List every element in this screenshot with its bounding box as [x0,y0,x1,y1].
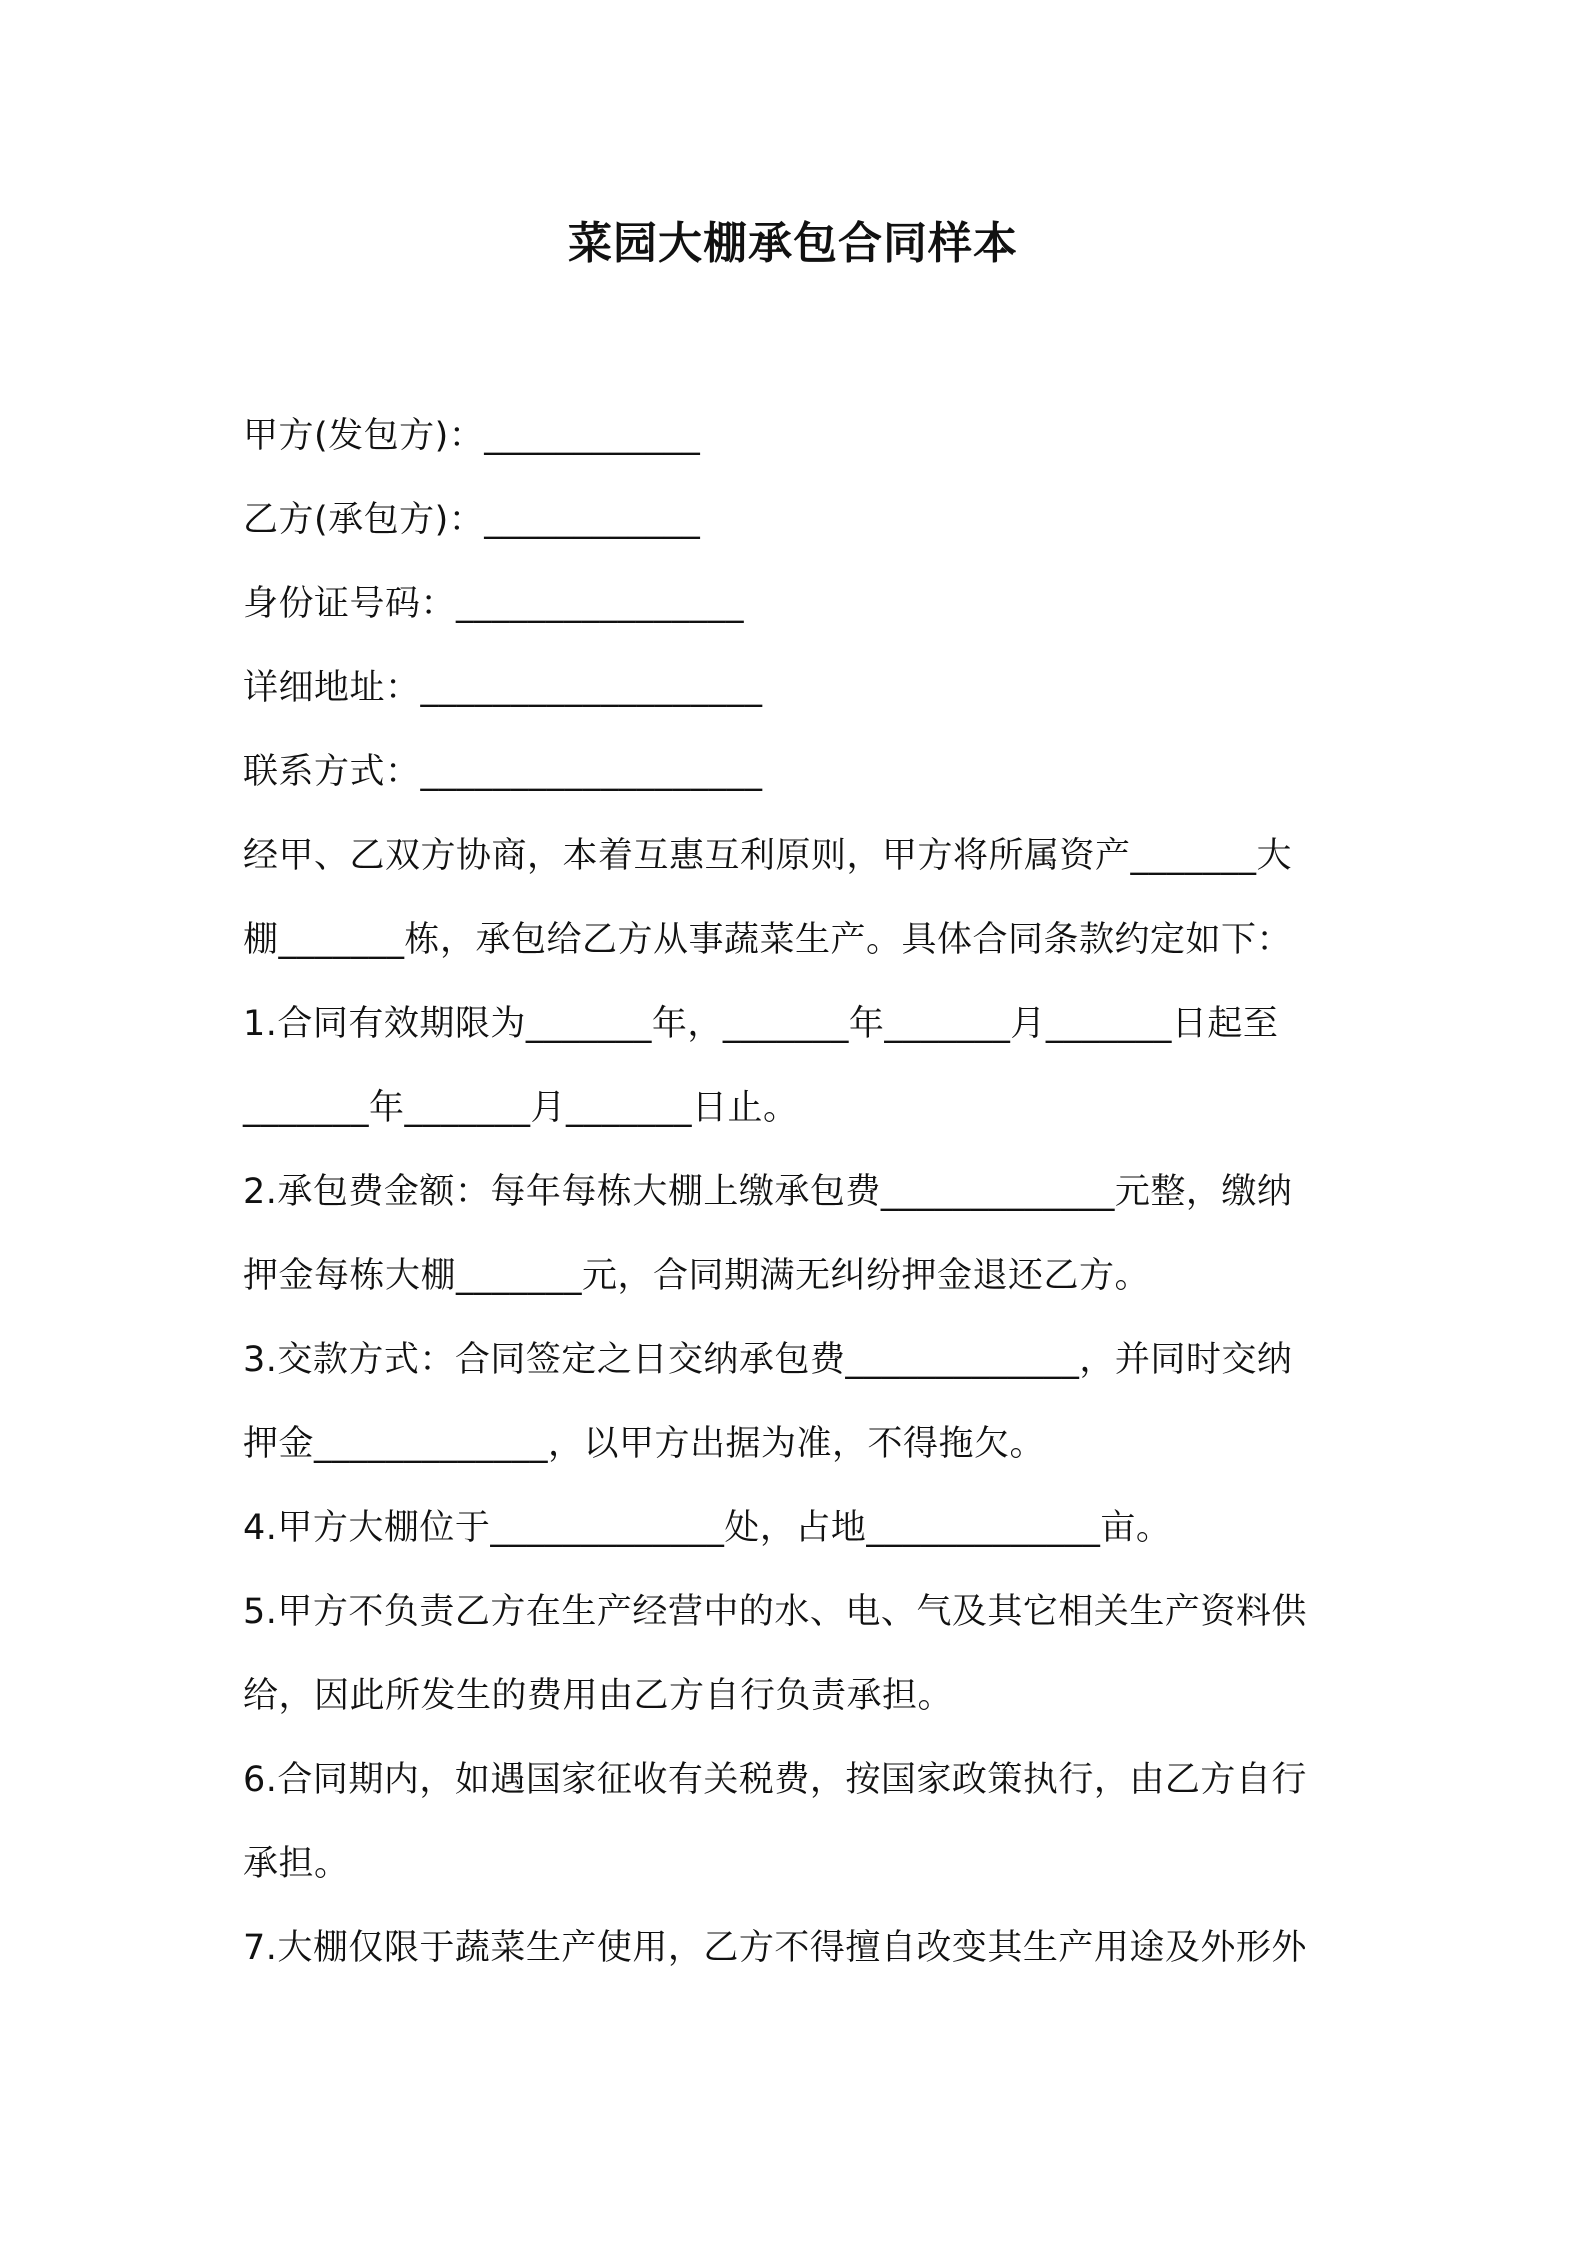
contact-line: 联系方式：___________________ [243,752,763,792]
document-title: 菜园大棚承包合同样本 [568,218,1018,269]
address-line: 详细地址：___________________ [243,668,763,708]
clause-1-line-1: 1.合同有效期限为_______年，_______年_______月_______日起至 [243,1004,1279,1044]
clause-3-line-2: 押金_____________，以甲方出据为准，不得拖欠。 [243,1424,1046,1464]
clause-5-line-2: 给，因此所发生的费用由乙方自行负责承担。 [243,1676,954,1716]
clause-7-line-1: 7.大棚仅限于蔬菜生产使用，乙方不得擅自改变其生产用途及外形外 [243,1928,1307,1968]
clause-6-line-1: 6.合同期内，如遇国家征收有关税费，按国家政策执行，由乙方自行 [243,1760,1307,1800]
intro-paragraph-line-1: 经甲、乙双方协商，本着互惠互利原则，甲方将所属资产_______大 [243,836,1293,876]
party-a-line: 甲方(发包方)：____________ [243,416,701,456]
clause-2-line-1: 2.承包费金额：每年每栋大棚上缴承包费_____________元整，缴纳 [243,1172,1293,1212]
clause-5-line-1: 5.甲方不负责乙方在生产经营中的水、电、气及其它相关生产资料供 [243,1592,1307,1632]
clause-4-line-1: 4.甲方大棚位于_____________处，占地_____________亩。 [243,1508,1172,1548]
clause-6-line-2: 承担。 [243,1844,350,1884]
party-b-line: 乙方(承包方)：____________ [243,500,701,540]
intro-paragraph-line-2: 棚_______栋，承包给乙方从事蔬菜生产。具体合同条款约定如下： [243,920,1293,960]
id-number-line: 身份证号码：________________ [243,584,745,624]
clause-3-line-1: 3.交款方式：合同签定之日交纳承包费_____________，并同时交纳 [243,1340,1293,1380]
clause-2-line-2: 押金每栋大棚_______元，合同期满无纠纷押金退还乙方。 [243,1256,1151,1296]
clause-1-line-2: _______年_______月_______日止。 [243,1088,799,1128]
